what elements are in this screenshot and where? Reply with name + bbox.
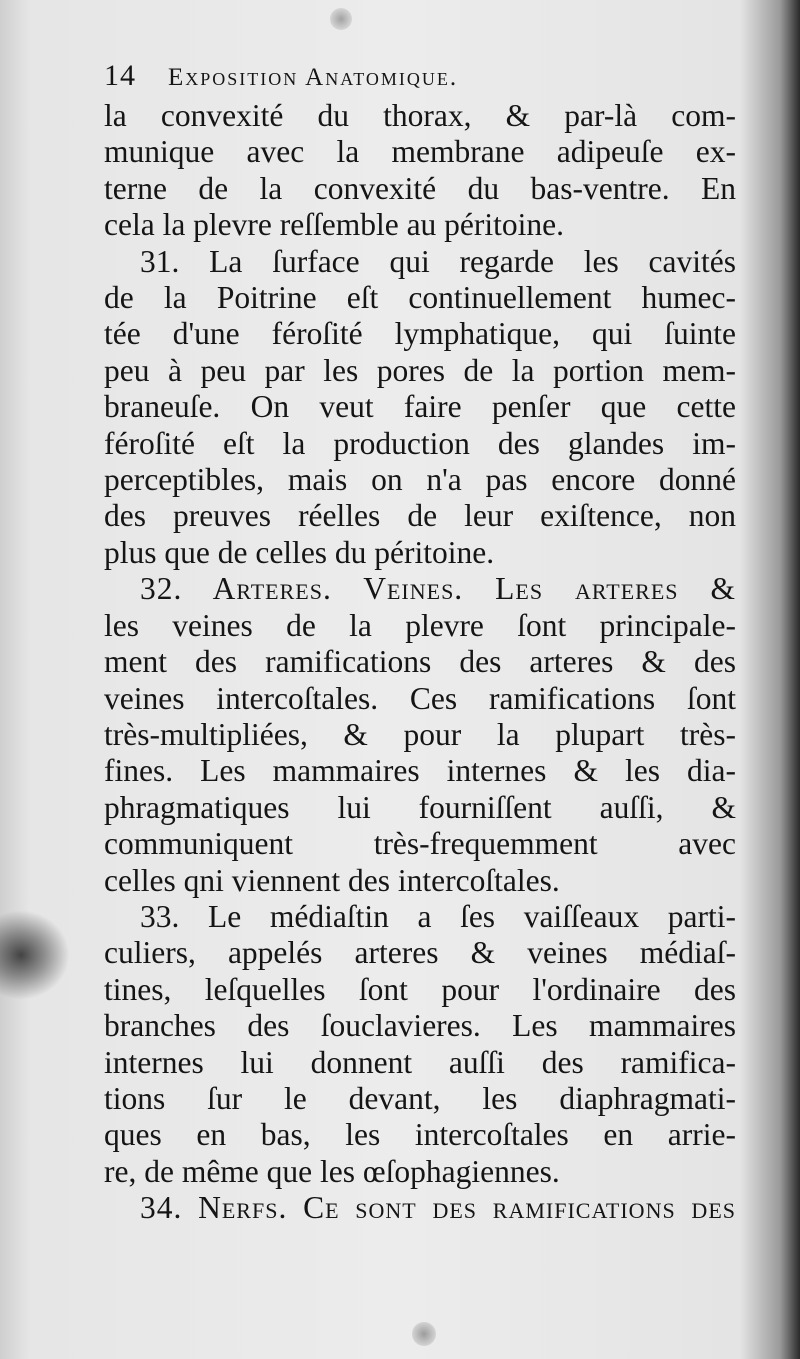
running-title: Exposition Anatomique. bbox=[168, 64, 459, 91]
text-line: cela la plevre reſſemble au péritoine. bbox=[104, 207, 565, 243]
running-header bbox=[104, 58, 736, 98]
text-line: re, de même que les œſophagiennes. bbox=[104, 1153, 560, 1189]
text-line: les veines de la plevre ſont principale- bbox=[104, 607, 736, 643]
text-line: celles qni viennent des intercoſtales. bbox=[104, 862, 560, 898]
text-line: 31. La ſurface qui regarde les cavités bbox=[140, 243, 736, 279]
text-line: tée d'une féroſité lymphatique, qui ſuinte bbox=[104, 316, 736, 352]
text-line: culiers, appelés arteres & veines médiaſ- bbox=[104, 935, 736, 971]
text-line: tines, leſquelles ſont pour l'ordinaire des bbox=[104, 971, 736, 1007]
text-line: très-multipliées, & pour la plupart très- bbox=[104, 716, 736, 752]
text-line: de la Poitrine eſt continuellement humec- bbox=[104, 280, 736, 316]
text-line: des preuves réelles de leur exiſtence, non bbox=[104, 498, 736, 534]
text-line: communiquent très-frequemment avec bbox=[104, 826, 736, 862]
ink-spot bbox=[412, 1322, 436, 1346]
text-line: 34. Nerfs. Ce ſont des ramifications des bbox=[140, 1190, 736, 1226]
text-line: tions ſur le devant, les diaphragmati- bbox=[104, 1080, 736, 1116]
text-line: veines intercoſtales. Ces ramifications ſont bbox=[104, 680, 736, 716]
text-line: terne de la convexité du bas-ventre. En bbox=[104, 170, 736, 206]
text-line: la convexité du thorax, & par-là com- bbox=[104, 98, 736, 133]
text-line: munique avec la membrane adipeuſe ex- bbox=[104, 134, 736, 170]
text-line: fines. Les mammaires internes & les dia- bbox=[104, 753, 736, 789]
text-line: peu à peu par les pores de la portion mem- bbox=[104, 352, 736, 388]
text-line: ment des ramifications des arteres & des bbox=[104, 644, 736, 680]
text-line: plus que de celles du péritoine. bbox=[104, 534, 495, 570]
text-line: internes lui donnent auſſi des ramifica- bbox=[104, 1044, 736, 1080]
ink-spot bbox=[330, 8, 352, 30]
text-line: braneuſe. On veut faire penſer que cette bbox=[104, 389, 736, 425]
text-line: 32. Arteres. Veines. Les arteres & bbox=[140, 571, 736, 607]
text-line: féroſité eſt la production des glandes im- bbox=[104, 425, 736, 461]
text-line: ques en bas, les intercoſtales en arrie- bbox=[104, 1117, 736, 1153]
text-line: 33. Le médiaſtin a ſes vaiſſeaux parti- bbox=[140, 898, 736, 934]
page-text bbox=[104, 58, 736, 1227]
ink-smudge bbox=[0, 910, 70, 1000]
text-line: branches des ſouclavieres. Les mammaires bbox=[104, 1008, 736, 1044]
page-number: 14 bbox=[104, 59, 136, 92]
text-line: perceptibles, mais on n'a pas encore donné bbox=[104, 462, 736, 498]
text-line: phragmatiques lui fourniſſent auſſi, & bbox=[104, 789, 736, 825]
